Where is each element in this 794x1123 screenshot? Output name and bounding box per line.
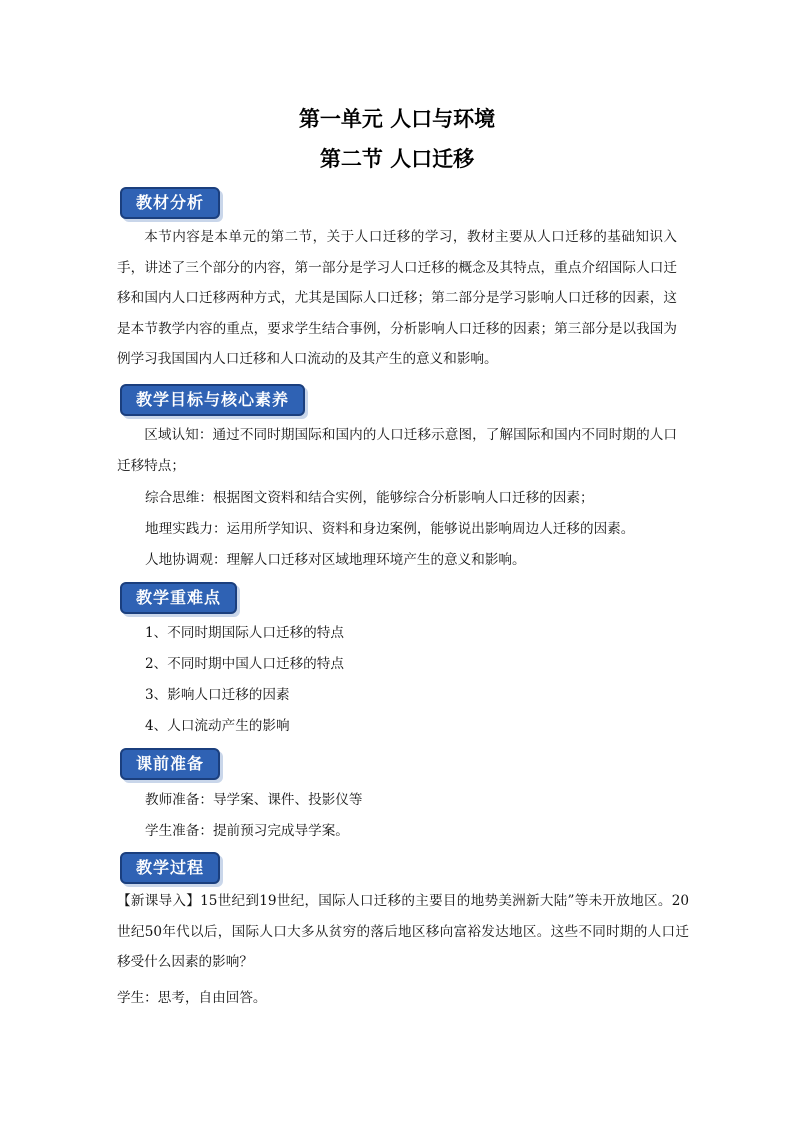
student-preparation: 学生准备：提前预习完成导学案。 <box>145 823 349 839</box>
section-badge-goals: 教学目标与核心素养 <box>120 384 305 416</box>
key-point-item: 2、不同时期中国人口迁移的特点 <box>145 656 344 672</box>
unit-title: 第一单元 人口与环境 <box>298 107 496 131</box>
section-badge-analysis: 教材分析 <box>120 187 220 219</box>
goal-item-thinking: 综合思维：根据图文资料和结合实例，能够综合分析影响人口迁移的因素； <box>145 490 594 506</box>
section-title: 第二节 人口迁移 <box>319 147 475 171</box>
intro-tag: 【新课导入】 <box>117 893 201 909</box>
intro-text: 15世纪到19世纪，国际人口迁移的主要目的地势美洲新大陆”等未开放地区。20世纪50年代以后，国际人口大多从贫穷的落后地区移向富裕发达地区。这些不同时期的人口迁移受什么因素的影响？ <box>117 893 689 970</box>
key-point-item: 1、不同时期国际人口迁移的特点 <box>145 625 344 641</box>
section-badge-key-points: 教学重难点 <box>120 582 237 614</box>
intro-paragraph <box>117 886 689 978</box>
analysis-paragraph: 本节内容是本单元的第二节，关于人口迁移的学习，教材主要从人口迁移的基础知识入手，讲述了三个部分的内容，第一部分是学习人口迁移的概念及其特点，重点介绍国际人口迁移和国内人口迁移两种方式，尤其是国际人口迁移；第二部分是学习影响人口迁移的因素，这是本节教学内容的重点，要求学生结合事例，分析影响人口迁移的因素；第三部分是以我国为例学习我国国内人口迁移和人口流动的及其产生的意义和影响。 <box>117 229 677 367</box>
section-badge-process: 教学过程 <box>120 852 220 884</box>
goal-item-regional: 区域认知：通过不同时期国际和国内的人口迁移示意图，了解国际和国内不同时期的人口迁移特点； <box>117 427 677 474</box>
goal-item-harmony: 人地协调观：理解人口迁移对区域地理环境产生的意义和影响。 <box>145 552 526 568</box>
teacher-preparation: 教师准备：导学案、课件、投影仪等 <box>145 792 363 808</box>
student-response: 学生：思考，自由回答。 <box>117 990 267 1006</box>
section-badge-preparation: 课前准备 <box>120 748 220 780</box>
key-point-item: 4、人口流动产生的影响 <box>145 718 290 734</box>
goal-item-practice: 地理实践力：运用所学知识、资料和身边案例，能够说出影响周边人迁移的因素。 <box>145 521 635 537</box>
key-point-item: 3、影响人口迁移的因素 <box>145 687 290 703</box>
